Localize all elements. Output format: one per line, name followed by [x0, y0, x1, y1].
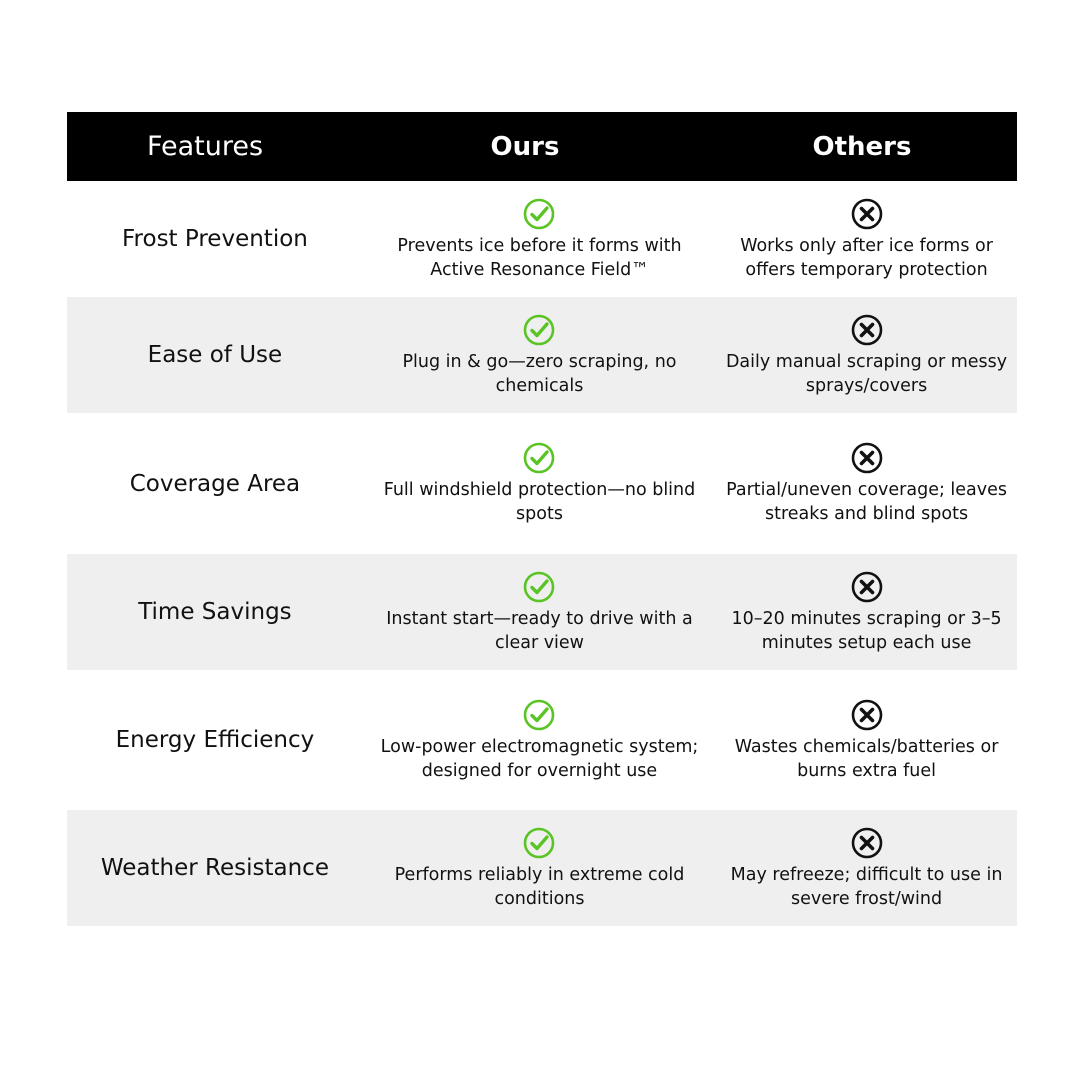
comparison-table — [67, 112, 1017, 926]
x-circle-icon — [850, 826, 884, 860]
others-description: Daily manual scraping or messy sprays/covers — [725, 351, 1008, 396]
others-description: Works only after ice forms or offers temporary protection — [740, 235, 993, 280]
ours-cell — [363, 313, 716, 398]
ours-cell — [363, 826, 716, 911]
check-circle-icon — [522, 826, 556, 860]
table-row — [67, 810, 1017, 926]
ours-cell — [363, 197, 716, 282]
others-cell — [716, 313, 1017, 398]
ours-description: Low-power electromagnetic system; designed for overnight use — [380, 736, 699, 781]
feature-name: Energy Efficiency — [115, 727, 315, 753]
table-header — [67, 112, 1017, 181]
x-circle-icon — [850, 570, 884, 604]
feature-name: Weather Resistance — [100, 855, 329, 881]
x-circle-icon — [850, 197, 884, 231]
header-others: Others — [812, 131, 912, 162]
ours-description: Performs reliably in extreme cold conditions — [394, 864, 685, 909]
others-description: May refreeze; difficult to use in severe frost/wind — [730, 864, 1003, 909]
feature-name: Ease of Use — [147, 342, 283, 368]
check-circle-icon — [522, 313, 556, 347]
others-cell — [716, 197, 1017, 282]
check-circle-icon — [522, 570, 556, 604]
table-row — [67, 554, 1017, 670]
ours-cell — [363, 698, 716, 783]
x-circle-icon — [850, 698, 884, 732]
ours-cell — [363, 570, 716, 655]
check-circle-icon — [522, 197, 556, 231]
others-cell — [716, 826, 1017, 911]
table-row — [67, 670, 1017, 810]
table-row — [67, 181, 1017, 297]
ours-description: Instant start—ready to drive with a clear view — [386, 608, 693, 653]
ours-description: Full windshield protection—no blind spots — [383, 480, 696, 524]
others-description: Partial/uneven coverage; leaves streaks and blind spots — [726, 480, 1008, 524]
table-row — [67, 413, 1017, 554]
ours-description: Plug in & go—zero scraping, no chemicals — [402, 351, 677, 396]
table-row — [67, 297, 1017, 413]
check-circle-icon — [522, 698, 556, 732]
feature-name: Time Savings — [138, 599, 292, 625]
ours-description: Prevents ice before it forms with Active Resonance Field™ — [397, 235, 682, 280]
ours-cell — [363, 441, 716, 526]
feature-name: Frost Prevention — [122, 226, 308, 252]
others-description: 10–20 minutes scraping or 3–5 minutes setup each use — [731, 608, 1002, 653]
others-cell — [716, 698, 1017, 783]
x-circle-icon — [850, 441, 884, 475]
x-circle-icon — [850, 313, 884, 347]
others-cell — [716, 441, 1017, 526]
others-cell — [716, 570, 1017, 655]
check-circle-icon — [522, 441, 556, 475]
header-features: Features — [146, 131, 264, 162]
feature-name: Coverage Area — [129, 470, 301, 497]
header-ours: Ours — [490, 131, 560, 162]
others-description: Wastes chemicals/batteries or burns extra fuel — [734, 736, 999, 781]
